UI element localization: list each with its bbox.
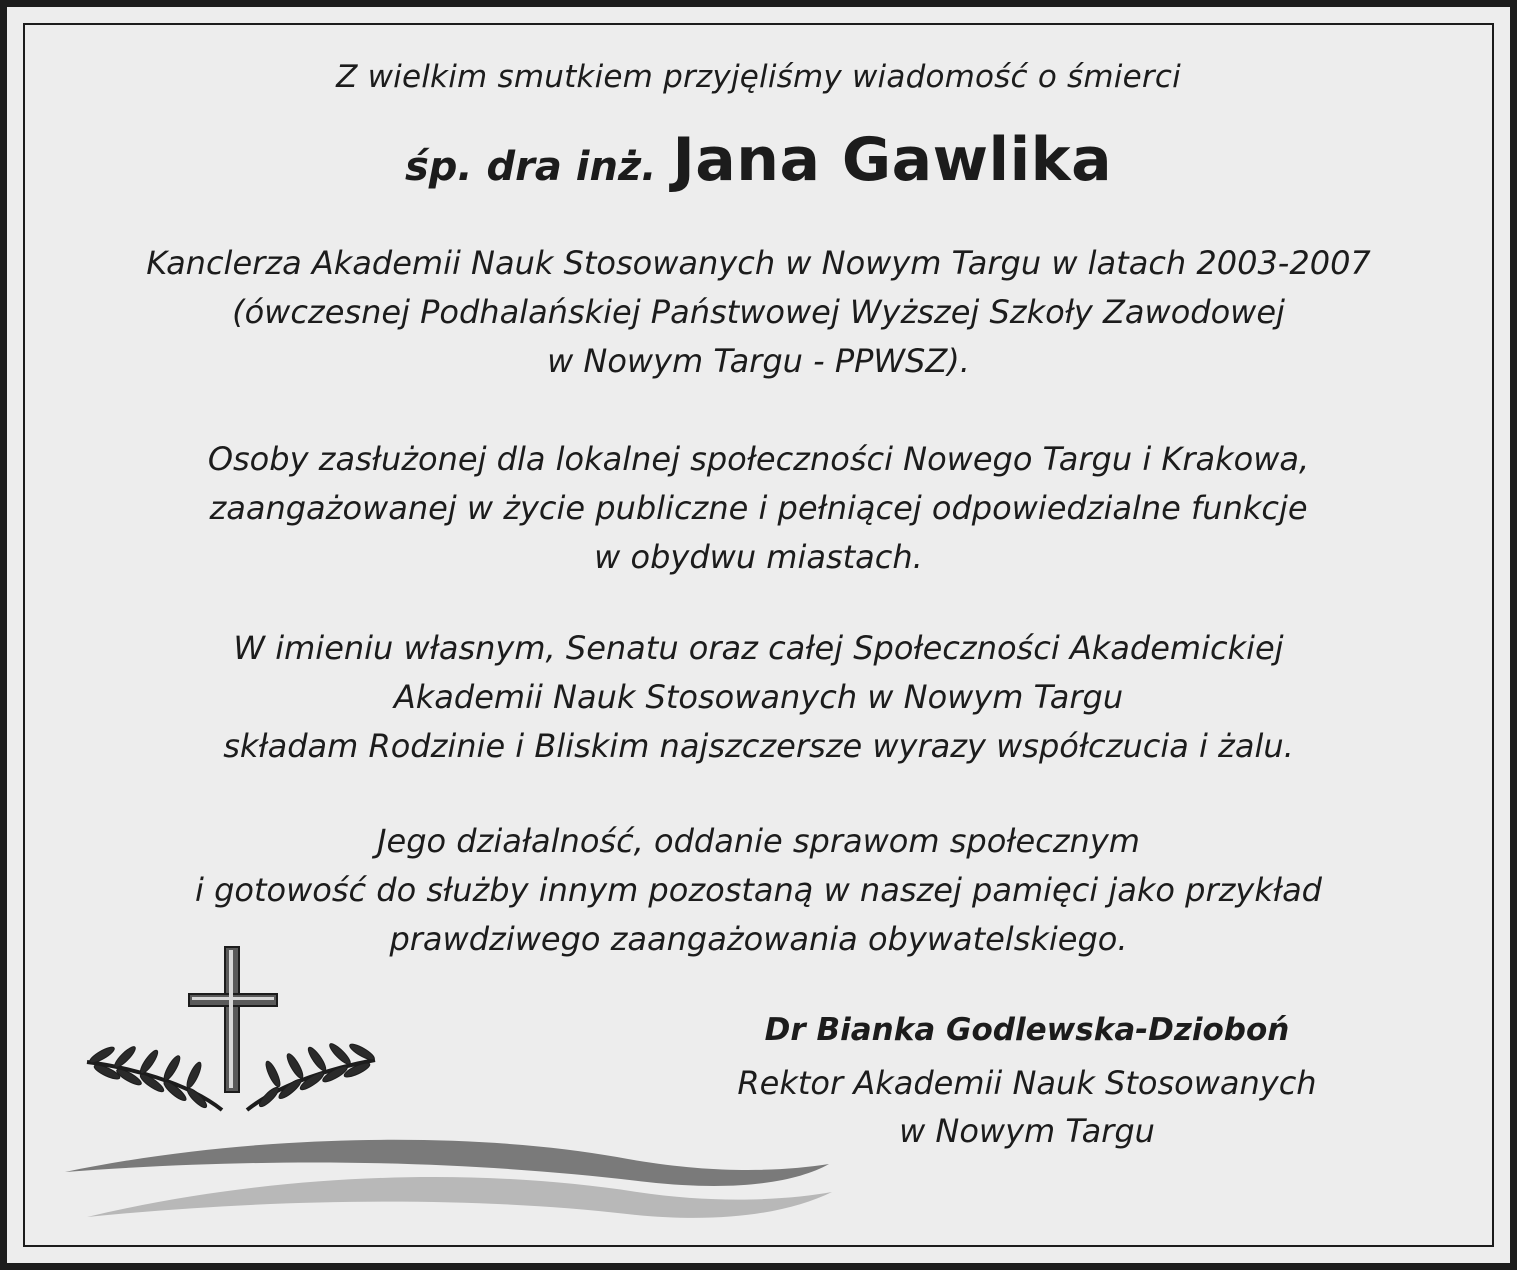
paragraph-line: zaangażowanej w życie publiczne i pełniącej odpowiedzialne funkcje [209, 489, 1308, 527]
paragraph-line: w Nowym Targu - PPWSZ). [547, 342, 970, 380]
paragraph-line: prawdziwego zaangażowania obywatelskiego. [389, 920, 1128, 958]
paragraph-line: składam Rodzinie i Bliskim najszczersze wyrazy współczucia i żalu. [223, 727, 1294, 765]
cross-icon [189, 947, 277, 1092]
deceased-name: Jana Gawlika [672, 125, 1113, 195]
wave-swoosh-icon [65, 1140, 832, 1218]
paragraph-line: Osoby zasłużonej dla lokalnej społeczności Nowego Targu i Krakowa, [207, 440, 1310, 478]
paragraph-line: i gotowość do służby innym pozostaną w naszej pamięci jako przykład [195, 871, 1322, 909]
mourning-ornament [57, 942, 857, 1242]
paragraph-line: W imieniu własnym, Senatu oraz całej Społeczności Akademickiej [233, 629, 1284, 667]
paragraph-merits [7, 435, 1510, 582]
signatory-name: Dr Bianka Godlewska-Dzioboń [764, 1012, 1290, 1048]
paragraph-condolences [7, 624, 1510, 771]
paragraph-line: Jego działalność, oddanie sprawom społecznym [377, 822, 1140, 860]
signatory-title-line: w Nowym Targu [899, 1112, 1155, 1150]
olive-branch-icon [247, 1041, 376, 1110]
intro-line: Z wielkim smutkiem przyjęliśmy wiadomość o śmierci [336, 59, 1181, 95]
signatory-title-line: Rektor Akademii Nauk Stosowanych [737, 1064, 1317, 1102]
paragraph-position [7, 239, 1510, 386]
paragraph-line: Kanclerza Akademii Nauk Stosowanych w Nowym Targu w latach 2003-2007 [146, 244, 1371, 282]
paragraph-line: Akademii Nauk Stosowanych w Nowym Targu [393, 678, 1124, 716]
deceased-name-line [7, 125, 1510, 195]
olive-branch-icon [87, 1044, 222, 1110]
paragraph-line: (ówczesnej Podhalańskiej Państwowej Wyższej Szkoły Zawodowej [232, 293, 1285, 331]
paragraph-line: w obydwu miastach. [594, 538, 923, 576]
name-prefix: śp. dra inż. [404, 144, 657, 190]
